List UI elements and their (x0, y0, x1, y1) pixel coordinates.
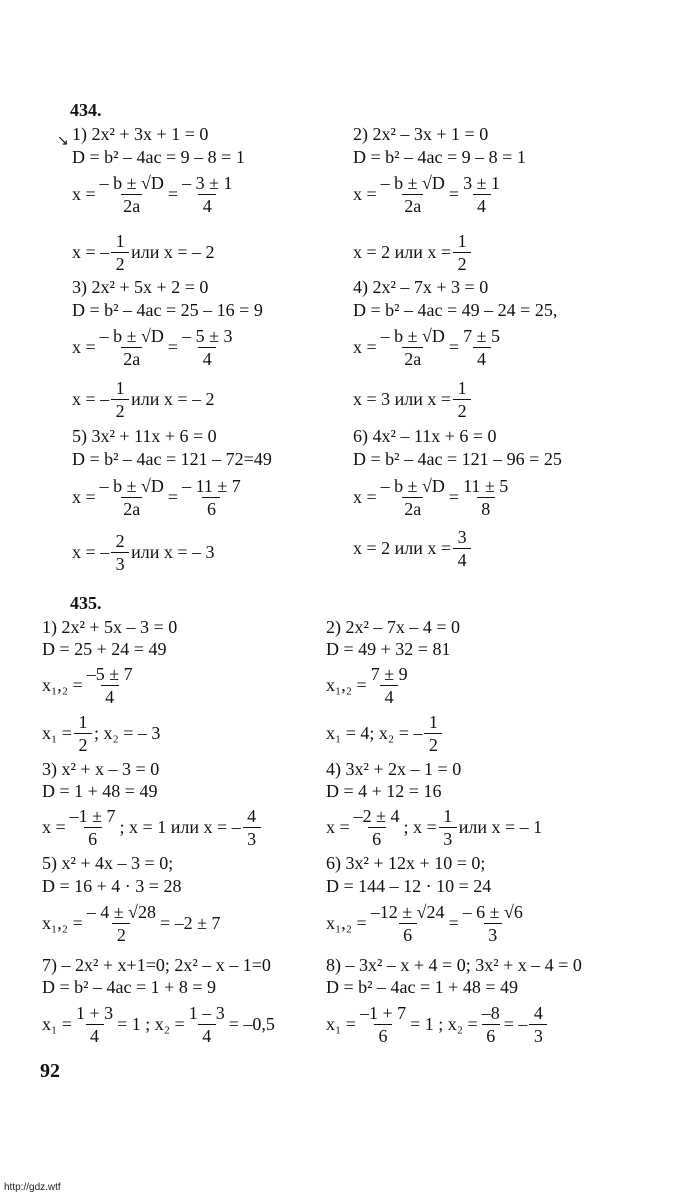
roots-434-2: x = 2 или x = $\frac{1}{2}$ (353, 231, 473, 274)
formula-435-7: x₁ = $\frac{1 + 3}{4}$ = 1 ; x₂ = $\frac{1 - 3}{4}$ = –0,5 (42, 1003, 275, 1046)
eq-435-3: 3) x² + x – 3 = 0 (42, 759, 160, 779)
eq-434-5: 5) 3x² + 11x + 6 = 0 (72, 426, 217, 446)
formula-435-6: x₁,₂ = $\frac{-12 \pm √24}{6}$ = $\frac{- 6 \pm √6}{3}$ (326, 902, 523, 945)
eq-434-2: 2) 2x² – 3x + 1 = 0 (353, 124, 489, 144)
eq-435-7: 7) – 2x² + x+1=0; 2x² – x – 1=0 (42, 955, 271, 975)
disc-435-8: D = b² – 4ac = 1 + 48 = 49 (326, 977, 518, 997)
eq-435-5: 5) x² + 4x – 3 = 0; (42, 853, 174, 873)
disc-435-3: D = 1 + 48 = 49 (42, 781, 158, 801)
formula-434-6: x = $\frac{- b \pm √D}{2a}$ = $\frac{11 \pm 5}{8}$ (353, 476, 509, 519)
page-number: 92 (40, 1060, 60, 1082)
problem-434-title: 434. (70, 100, 102, 120)
formula-434-4: x = $\frac{- b \pm √D}{2a}$ = $\frac{7 \pm 5}{4}$ (353, 326, 500, 369)
roots-434-3: x = – $\frac{1}{2}$ или x = – 2 (72, 378, 215, 421)
formula-435-1: x₁,₂ = $\frac{-5 \pm 7}{4}$ (42, 664, 133, 707)
formula-435-4: x = $\frac{-2 \pm 4}{6}$ ; x = $\frac{1}{3}$ или x = – 1 (326, 806, 543, 849)
disc-434-4: D = b² – 4ac = 49 – 24 = 25, (353, 300, 558, 320)
formula-434-3: x = $\frac{- b \pm √D}{2a}$ = $\frac{- 5 \pm 3}{4}$ (72, 326, 233, 369)
eq-434-3: 3) 2x² + 5x + 2 = 0 (72, 277, 209, 297)
disc-434-2: D = b² – 4ac = 9 – 8 = 1 (353, 147, 526, 167)
eq-435-6: 6) 3x² + 12x + 10 = 0; (326, 853, 486, 873)
problem-435-title: 435. (70, 593, 102, 613)
disc-435-4: D = 4 + 12 = 16 (326, 781, 442, 801)
eq-435-8: 8) – 3x² – x + 4 = 0; 3x² + x – 4 = 0 (326, 955, 582, 975)
disc-434-6: D = b² – 4ac = 121 – 96 = 25 (353, 449, 562, 469)
eq-434-4: 4) 2x² – 7x + 3 = 0 (353, 277, 489, 297)
formula-435-3: x = $\frac{-1 \pm 7}{6}$ ; x = 1 или x = – $\frac{4}{3}$ (42, 806, 263, 849)
disc-434-1: D = b² – 4ac = 9 – 8 = 1 (72, 147, 245, 167)
formula-435-5: x₁,₂ = $\frac{- 4 \pm √28}{2}$ = –2 ± 7 (42, 902, 221, 945)
disc-434-5: D = b² – 4ac = 121 – 72=49 (72, 449, 272, 469)
roots-434-5: x = – $\frac{2}{3}$ или x = – 3 (72, 531, 215, 574)
roots-434-4: x = 3 или x = $\frac{1}{2}$ (353, 378, 473, 421)
eq-434-1: 1) 2x² + 3x + 1 = 0 (72, 124, 209, 144)
eq-435-1: 1) 2x² + 5x – 3 = 0 (42, 617, 178, 637)
eq-435-4: 4) 3x² + 2x – 1 = 0 (326, 759, 462, 779)
pen-mark: ↘ (57, 134, 69, 149)
disc-434-3: D = b² – 4ac = 25 – 16 = 9 (72, 300, 263, 320)
roots-435-1: x₁ = $\frac{1}{2}$ ; x₂ = – 3 (42, 712, 161, 755)
disc-435-2: D = 49 + 32 = 81 (326, 639, 451, 659)
roots-435-2: x₁ = 4; x₂ = – $\frac{1}{2}$ (326, 712, 444, 755)
watermark-url: http://gdz.wtf (4, 1182, 61, 1193)
roots-434-1: x = – $\frac{1}{2}$ или x = – 2 (72, 231, 215, 274)
disc-435-6: D = 144 – 12 · 10 = 24 (326, 876, 492, 896)
formula-435-2: x₁,₂ = $\frac{7 \pm 9}{4}$ (326, 664, 408, 707)
formula-435-8: x₁ = $\frac{-1 + 7}{6}$ = 1 ; x₂ = $\frac{-8}{6}$ = – $\frac{4}{3}$ (326, 1003, 549, 1046)
disc-435-5: D = 16 + 4 · 3 = 28 (42, 876, 182, 896)
formula-434-2: x = $\frac{- b \pm √D}{2a}$ = $\frac{3 \pm 1}{4}$ (353, 173, 500, 216)
formula-434-5: x = $\frac{- b \pm √D}{2a}$ = $\frac{- 11 \pm 7}{6}$ (72, 476, 241, 519)
eq-434-6: 6) 4x² – 11x + 6 = 0 (353, 426, 497, 446)
disc-435-1: D = 25 + 24 = 49 (42, 639, 167, 659)
roots-434-6: x = 2 или x = $\frac{3}{4}$ (353, 527, 473, 570)
formula-434-1: x = $\frac{- b \pm √D}{2a}$ = $\frac{- 3 \pm 1}{4}$ (72, 173, 233, 216)
eq-435-2: 2) 2x² – 7x – 4 = 0 (326, 617, 461, 637)
disc-435-7: D = b² – 4ac = 1 + 8 = 9 (42, 977, 216, 997)
